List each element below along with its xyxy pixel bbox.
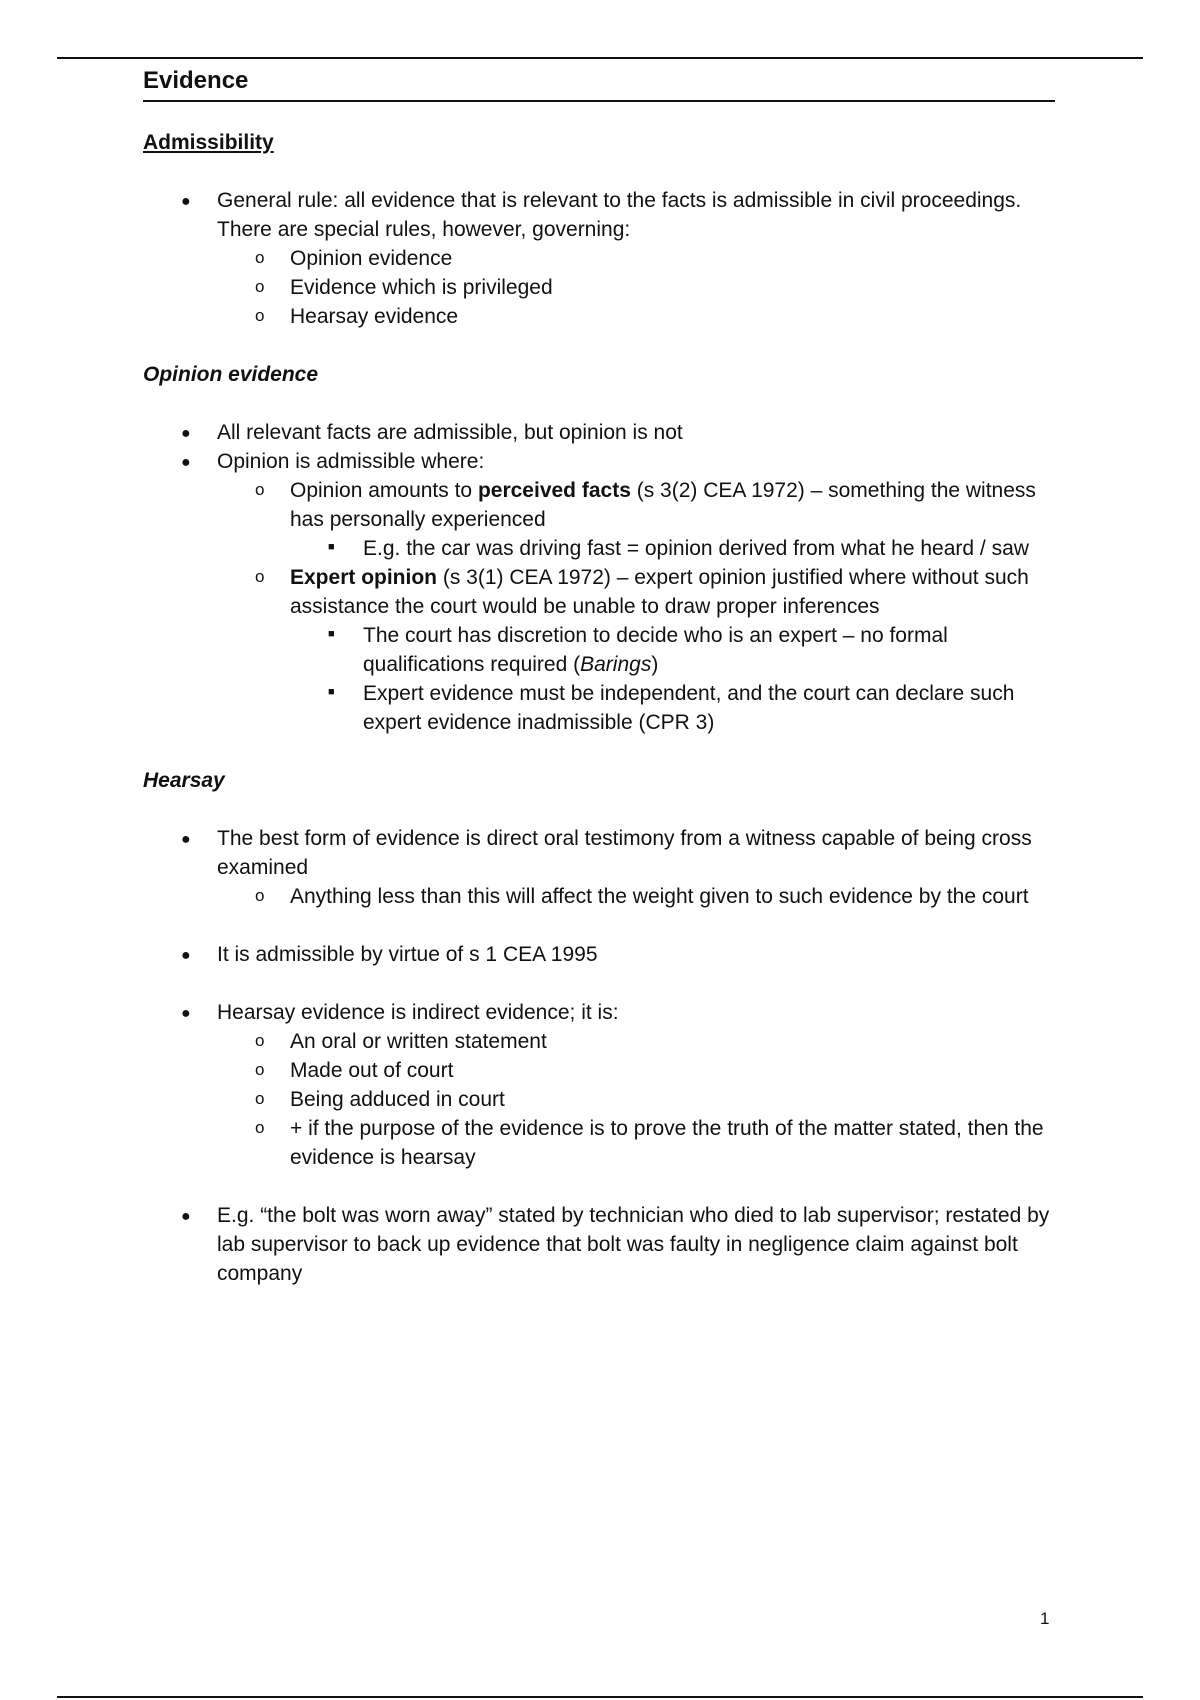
list-item xyxy=(143,418,1063,447)
list-item-text: E.g. the car was driving fast = opinion derived from what he heard / saw xyxy=(363,537,1029,560)
sublist xyxy=(290,621,1063,737)
bullet-icon: ● xyxy=(181,425,191,442)
bold-term: perceived facts xyxy=(477,479,631,502)
admissibility-list xyxy=(143,186,1063,331)
circle-bullet-icon: o xyxy=(255,248,265,267)
circle-bullet-icon: o xyxy=(255,1089,265,1108)
circle-bullet-icon: o xyxy=(255,1118,265,1137)
list-item xyxy=(143,998,1063,1172)
sublist xyxy=(217,1027,1063,1172)
list-item xyxy=(217,563,1063,737)
list-item xyxy=(217,1027,1063,1056)
list-item xyxy=(143,940,1063,969)
list-item xyxy=(217,302,1063,331)
circle-bullet-icon: o xyxy=(255,480,265,499)
general-rule-text: General rule: all evidence that is relevant to the facts is admissible in civil proceedings. There are special rules, however, governing: xyxy=(217,189,1022,241)
bold-term: Expert opinion xyxy=(290,566,437,589)
list-item xyxy=(217,273,1063,302)
text-run: ) xyxy=(651,653,659,676)
list-item xyxy=(217,476,1063,563)
list-item xyxy=(143,447,1063,737)
page-title: Evidence xyxy=(143,66,1055,102)
list-item-text: E.g. “the bolt was worn away” stated by technician who died to lab supervisor; restated by lab supervisor to back up evidence that bolt was faulty in negligence claim against bolt company xyxy=(217,1204,1050,1285)
bullet-icon: ● xyxy=(181,454,191,471)
heading-admissibility: Admissibility xyxy=(143,131,274,154)
circle-bullet-icon: o xyxy=(255,306,265,325)
heading-hearsay: Hearsay xyxy=(143,769,225,792)
circle-bullet-icon: o xyxy=(255,886,265,905)
list-item-text: Made out of court xyxy=(290,1059,454,1082)
text-run: (s 3(1) CEA 1972) – expert opinion justified where without such assistance the court would be unable to draw proper inferences xyxy=(290,566,1029,618)
list-item-text: Opinion is admissible where: xyxy=(217,450,485,473)
circle-bullet-icon: o xyxy=(255,1060,265,1079)
list-item-text: + if the purpose of the evidence is to prove the truth of the matter stated, then the evidence is hearsay xyxy=(290,1117,1044,1169)
list-item xyxy=(290,621,1063,679)
square-bullet-icon: ■ xyxy=(328,686,335,698)
list-item xyxy=(143,1201,1063,1288)
list-item xyxy=(217,1114,1063,1172)
square-bullet-icon: ■ xyxy=(328,628,335,640)
sublist xyxy=(290,534,1063,563)
list-item-text: The best form of evidence is direct oral testimony from a witness capable of being cross examined xyxy=(217,827,1032,879)
hearsay-list xyxy=(143,824,1063,1288)
case-name: Barings xyxy=(580,653,652,676)
circle-bullet-icon: o xyxy=(255,567,265,586)
list-item-text: Expert evidence must be independent, and the court can declare such expert evidence inadmissible (CPR 3) xyxy=(363,682,1015,734)
list-item xyxy=(217,1085,1063,1114)
text-run: The court has discretion to decide who is an expert – no formal qualifications required ( xyxy=(363,624,948,676)
circle-bullet-icon: o xyxy=(255,1031,265,1050)
square-bullet-icon: ■ xyxy=(328,541,335,553)
text-run: Opinion amounts to xyxy=(290,479,478,502)
list-item-text: Opinion evidence xyxy=(290,247,453,270)
document-body xyxy=(143,128,1063,1288)
list-item-text: Hearsay evidence is indirect evidence; it is: xyxy=(217,1001,619,1024)
list-item-text: Hearsay evidence xyxy=(290,305,459,328)
list-item-text: An oral or written statement xyxy=(290,1030,547,1053)
opinion-list xyxy=(143,418,1063,737)
list-item-text: Anything less than this will affect the weight given to such evidence by the court xyxy=(290,885,1029,908)
bullet-icon: ● xyxy=(181,1005,191,1022)
list-item-text: All relevant facts are admissible, but opinion is not xyxy=(217,421,683,444)
sublist xyxy=(217,476,1063,737)
list-item xyxy=(290,534,1063,563)
list-item xyxy=(217,882,1063,911)
list-item-text: Being adduced in court xyxy=(290,1088,505,1111)
list-item xyxy=(143,824,1063,911)
list-item-text: Evidence which is privileged xyxy=(290,276,553,299)
top-rule xyxy=(57,57,1143,59)
sublist xyxy=(217,882,1063,911)
page-number: 1 xyxy=(1040,1609,1050,1628)
bullet-icon: ● xyxy=(181,193,191,210)
list-item-text: It is admissible by virtue of s 1 CEA 1995 xyxy=(217,943,598,966)
bullet-icon: ● xyxy=(181,947,191,964)
list-item xyxy=(217,1056,1063,1085)
circle-bullet-icon: o xyxy=(255,277,265,296)
sublist xyxy=(217,244,1063,331)
list-item xyxy=(217,244,1063,273)
heading-opinion-evidence: Opinion evidence xyxy=(143,363,319,386)
bottom-rule xyxy=(57,1696,1143,1698)
bullet-icon: ● xyxy=(181,1208,191,1225)
list-item xyxy=(143,186,1063,331)
list-item xyxy=(290,679,1063,737)
bullet-icon: ● xyxy=(181,831,191,848)
text-run: (s 3(2) CEA 1972) – something the witness has personally experienced xyxy=(290,479,1036,531)
